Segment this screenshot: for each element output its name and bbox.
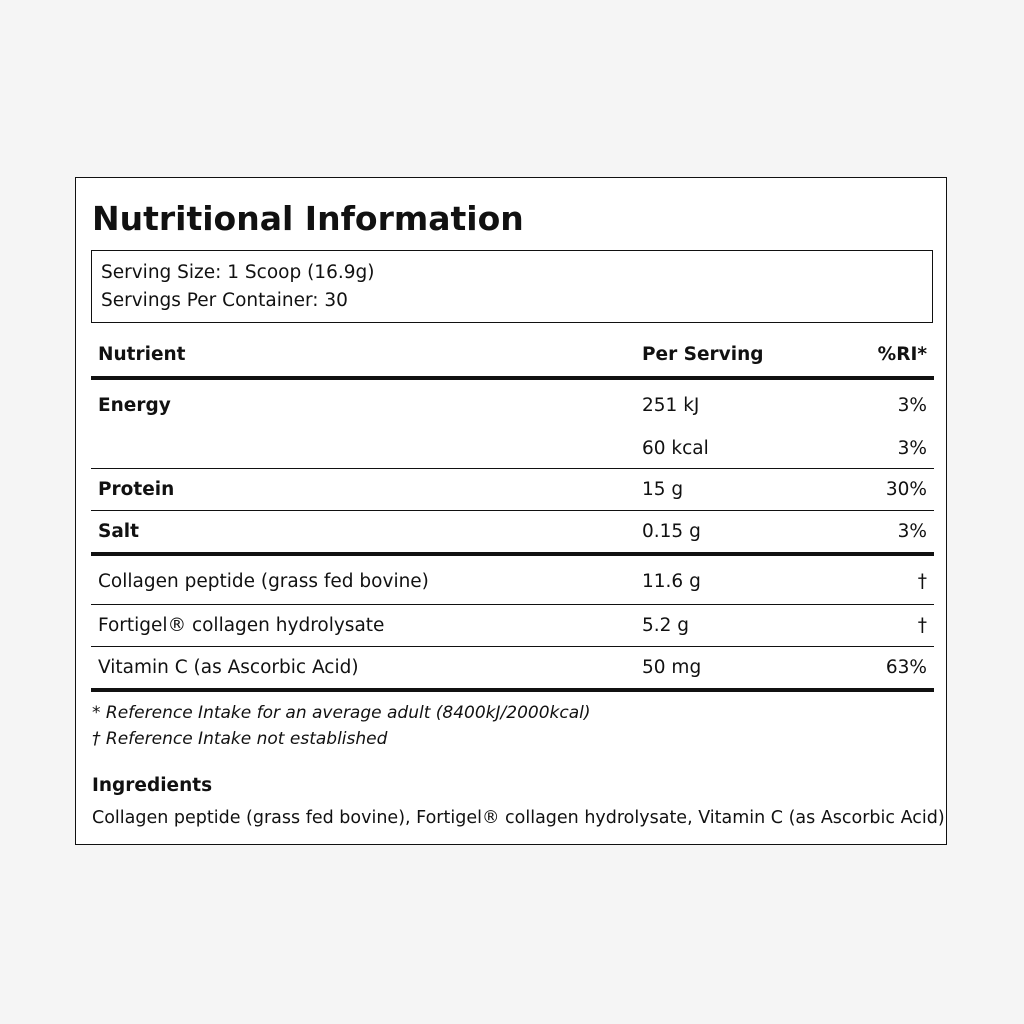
table-row-energy-kcal bbox=[91, 428, 934, 469]
table-row-fortigel bbox=[91, 605, 934, 647]
per-serving-value: 251 kJ bbox=[642, 395, 700, 416]
ri-value: † bbox=[917, 615, 927, 636]
footnote-reference-intake: * Reference Intake for an average adult (8400kJ/2000kcal) bbox=[92, 703, 591, 723]
column-header-ri: %RI* bbox=[877, 344, 927, 365]
ingredients-list: Collagen peptide (grass fed bovine), Fortigel® collagen hydrolysate, Vitamin C (as Ascorbic Acid) bbox=[92, 808, 945, 828]
column-header-nutrient: Nutrient bbox=[98, 344, 186, 365]
per-serving-value: 11.6 g bbox=[642, 571, 701, 592]
table-row-salt bbox=[91, 511, 934, 556]
ri-value: 63% bbox=[885, 657, 927, 678]
per-serving-value: 0.15 g bbox=[642, 521, 701, 542]
per-serving-value: 15 g bbox=[642, 479, 684, 500]
nutrient-name: Protein bbox=[98, 479, 175, 500]
ri-value: † bbox=[917, 571, 927, 592]
table-row-protein bbox=[91, 469, 934, 511]
nutrient-name: Vitamin C (as Ascorbic Acid) bbox=[98, 657, 359, 678]
table-row-vitamin-c bbox=[91, 647, 934, 692]
ri-value: 3% bbox=[897, 438, 927, 459]
footnotes bbox=[92, 700, 591, 752]
servings-per-container: Servings Per Container: 30 bbox=[101, 290, 348, 311]
nutrient-name: Fortigel® collagen hydrolysate bbox=[98, 615, 385, 636]
per-serving-value: 50 mg bbox=[642, 657, 702, 678]
serving-info-box bbox=[91, 250, 933, 323]
ri-value: 30% bbox=[885, 479, 927, 500]
table-header bbox=[91, 333, 934, 380]
per-serving-value: 60 kcal bbox=[642, 438, 709, 459]
nutrient-name: Salt bbox=[98, 521, 139, 542]
per-serving-value: 5.2 g bbox=[642, 615, 690, 636]
table-row-collagen-peptide bbox=[91, 556, 934, 605]
nutrition-label bbox=[75, 177, 947, 845]
nutrient-table bbox=[91, 333, 934, 692]
nutrient-name: Energy bbox=[98, 395, 171, 416]
ri-value: 3% bbox=[897, 521, 927, 542]
nutrient-name: Collagen peptide (grass fed bovine) bbox=[98, 571, 429, 592]
ingredients-heading: Ingredients bbox=[92, 775, 213, 796]
ri-value: 3% bbox=[897, 395, 927, 416]
column-header-per-serving: Per Serving bbox=[642, 344, 764, 365]
footnote-not-established: † Reference Intake not established bbox=[92, 729, 388, 749]
label-title: Nutritional Information bbox=[92, 199, 524, 238]
serving-size: Serving Size: 1 Scoop (16.9g) bbox=[101, 262, 375, 283]
table-row-energy-kj bbox=[91, 380, 934, 428]
